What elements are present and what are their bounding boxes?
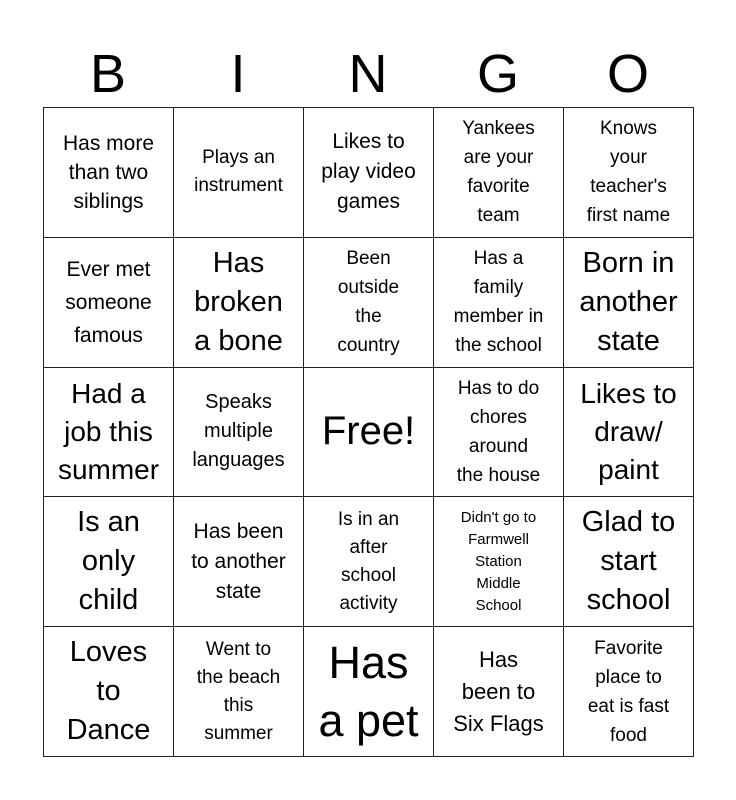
- cell-label: Knows your teacher's first name: [586, 118, 671, 227]
- bingo-cell[interactable]: [174, 367, 304, 497]
- cell-label: Has broken a bone: [194, 246, 283, 357]
- cell-label: Likes to play video games: [321, 130, 416, 214]
- bingo-cell[interactable]: [434, 627, 564, 757]
- bingo-cell[interactable]: [434, 237, 564, 367]
- cell-label: Has a pet: [318, 636, 419, 746]
- board-row: [44, 108, 694, 238]
- bingo-cell[interactable]: [304, 237, 434, 367]
- bingo-cell[interactable]: [44, 497, 174, 627]
- bingo-cell[interactable]: [174, 497, 304, 627]
- cell-label: Has been to another state: [191, 519, 286, 603]
- bingo-cell[interactable]: [434, 367, 564, 497]
- header-letter-i: I: [230, 44, 246, 104]
- cell-label: Has a family member in the school: [453, 248, 544, 357]
- board-row: [44, 237, 694, 367]
- bingo-cell[interactable]: [564, 497, 694, 627]
- cell-label: Is in an after school activity: [337, 508, 400, 614]
- bingo-cell[interactable]: [44, 237, 174, 367]
- bingo-cell[interactable]: [434, 497, 564, 627]
- bingo-cell[interactable]: [44, 367, 174, 497]
- cell-label: Loves to Dance: [66, 636, 151, 747]
- cell-label: Been outside the country: [337, 248, 400, 357]
- bingo-cell[interactable]: [44, 627, 174, 757]
- bingo-cell[interactable]: [304, 367, 434, 497]
- cell-label: Likes to draw/ paint: [580, 377, 677, 485]
- cell-label: Has more than two siblings: [62, 131, 155, 213]
- bingo-cell[interactable]: [304, 627, 434, 757]
- bingo-cell[interactable]: [564, 108, 694, 238]
- cell-label: Is an only child: [77, 506, 140, 617]
- bingo-cell[interactable]: [564, 237, 694, 367]
- cell-label: Has been to Six Flags: [453, 646, 544, 736]
- bingo-cell[interactable]: [44, 108, 174, 238]
- cell-label: Had a job this summer: [57, 377, 160, 485]
- cell-label: Born in another state: [579, 246, 678, 357]
- bingo-cell[interactable]: [174, 237, 304, 367]
- header-letter-b: B: [89, 44, 127, 104]
- cell-label: Plays an instrument: [194, 147, 283, 197]
- bingo-cell[interactable]: [174, 627, 304, 757]
- header-letter-o: O: [606, 44, 649, 104]
- cell-label: Glad to start school: [581, 506, 676, 617]
- cell-label: Ever met someone famous: [65, 257, 152, 347]
- bingo-cell[interactable]: [174, 108, 304, 238]
- cell-label: Went to the beach this summer: [196, 638, 281, 744]
- bingo-cell[interactable]: [304, 108, 434, 238]
- cell-label: Yankees are your favorite team: [462, 118, 535, 227]
- cell-label: Didn't go to Farmwell Station Middle School: [460, 508, 537, 614]
- free-space-label: Free!: [321, 409, 416, 454]
- bingo-header: [43, 44, 693, 104]
- cell-label: Favorite place to eat is fast food: [587, 637, 670, 746]
- board-row: [44, 367, 694, 497]
- header-letter-g: G: [476, 44, 519, 104]
- cell-label: Speaks multiple languages: [192, 391, 285, 472]
- bingo-board: [43, 107, 694, 757]
- bingo-cell[interactable]: [564, 367, 694, 497]
- bingo-cell[interactable]: [434, 108, 564, 238]
- cell-label: Has to do chores around the house: [456, 377, 541, 486]
- board-row: [44, 497, 694, 627]
- board-row: [44, 627, 694, 757]
- bingo-cell[interactable]: [304, 497, 434, 627]
- bingo-cell[interactable]: [564, 627, 694, 757]
- header-letter-n: N: [348, 44, 388, 104]
